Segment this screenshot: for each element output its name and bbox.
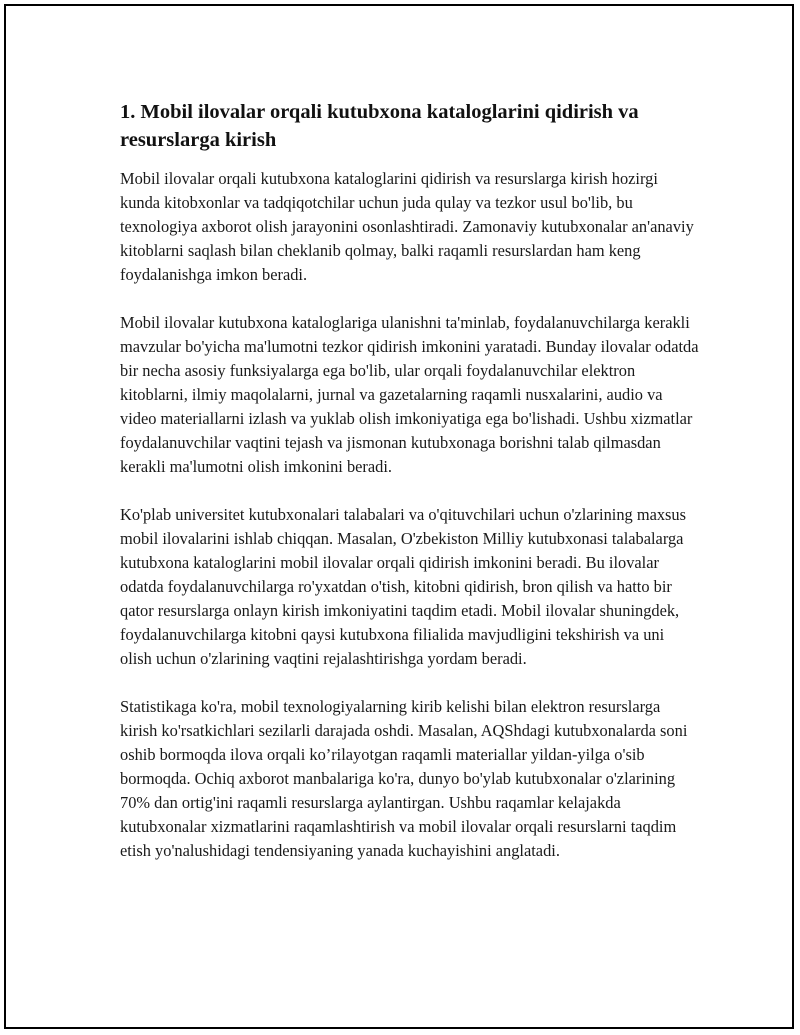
document-body <box>120 98 700 863</box>
section-heading: 1. Mobil ilovalar orqali kutubxona kataloglarini qidirish va resurslarga kirish <box>120 101 639 151</box>
paragraph-3: Ko'plab universitet kutubxonalari talabalari va o'qituvchilari uchun o'zlarining maxsus mobil ilovalarini ishlab chiqqan. Masalan, O'zbekiston Milliy kutubxonasi talabalarga kutubxona kataloglarini mobil ilovalar orqali qidirish imkonini beradi. Bu ilovalar odatda foydalanuvchilarga ro'yxatdan o'tish, kitobni qidirish, bron qilish va hatto bir qator resurslarga onlayn kirish imkoniyatini taqdim etadi. Mobil ilovalar shuningdek, foydalanuvchilarga kitobni qaysi kutubxona filialida mavjudligini tekshirish va uni olish uchun o'zlarining vaqtini rejalashtirishga yordam beradi. <box>120 505 686 668</box>
paragraph-2: Mobil ilovalar kutubxona kataloglariga ulanishni ta'minlab, foydalanuvchilarga kerakli mavzular bo'yicha ma'lumotni tezkor qidirish imkonini yaratadi. Bunday ilovalar odatda bir necha asosiy funksiyalarga ega bo'lib, ular orqali foydalanuvchilar elektron kitoblarni, ilmiy maqolalarni, jurnal va gazetalarning raqamli nusxalarini, audio va video materiallarni izlash va yuklab olish imkoniyatiga ega bo'lishadi. Ushbu xizmatlar foydalanuvchilar vaqtini tejash va jismonan kutubxonaga borishni talab qilmasdan kerakli ma'lumotni olish imkonini beradi. <box>120 313 699 476</box>
paragraph-4: Statistikaga ko'ra, mobil texnologiyalarning kirib kelishi bilan elektron resurslarga kirish ko'rsatkichlari sezilarli darajada oshdi. Masalan, AQShdagi kutubxonalarda soni oshib bormoqda ilova orqali ko’rilayotgan raqamli materiallar yildan-yilga o'sib bormoqda. Ochiq axborot manbalariga ko'ra, dunyo bo'ylab kutubxonalar o'zlarining 70% dan ortig'ini raqamli resurslarga aylantirgan. Ushbu raqamlar kelajakda kutubxonalar xizmatlarini raqamlashtirish va mobil ilovalar orqali resurslarni taqdim etish yo'nalushidagi tendensiyaning yanada kuchayishini anglatadi. <box>120 697 688 860</box>
paragraph-1: Mobil ilovalar orqali kutubxona kataloglarini qidirish va resurslarga kirish hozirgi kunda kitobxonlar va tadqiqotchilar uchun juda qulay va tezkor usul bo'lib, bu texnologiya axborot olish jarayonini osonlashtiradi. Zamonaviy kutubxonalar an'anaviy kitoblarni saqlash bilan cheklanib qolmay, balki raqamli resurslardan ham keng foydalanishga imkon beradi. <box>120 169 694 284</box>
page-border <box>4 4 794 1029</box>
